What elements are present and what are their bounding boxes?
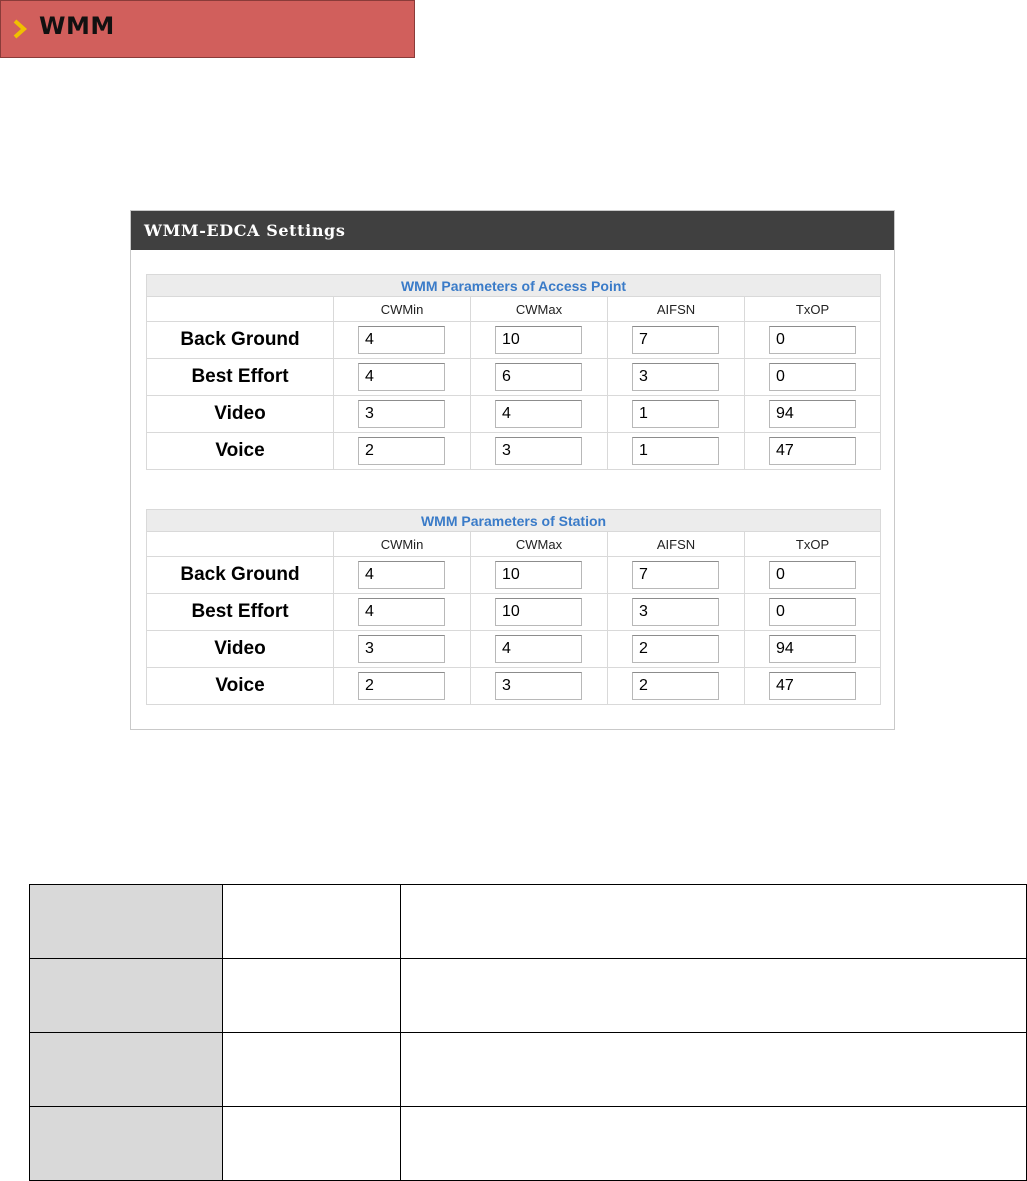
panel-header <box>131 211 894 250</box>
aifsn-input[interactable] <box>632 326 719 354</box>
table-cell <box>223 1107 401 1181</box>
table-row <box>147 631 881 668</box>
table-row <box>147 359 881 396</box>
access-point-parameters-table <box>146 274 881 470</box>
cwmax-input[interactable] <box>495 437 582 465</box>
row-label: Video <box>147 396 334 433</box>
column-header-txop: TxOP <box>745 532 881 557</box>
table-caption: WMM Parameters of Access Point <box>147 275 881 297</box>
cwmax-input[interactable] <box>495 598 582 626</box>
cwmax-input[interactable] <box>495 400 582 428</box>
table-row <box>30 959 1027 1033</box>
row-label: Voice <box>147 668 334 705</box>
table-row <box>30 885 1027 959</box>
cwmin-input[interactable] <box>358 400 445 428</box>
table-cell <box>401 1107 1027 1181</box>
txop-input[interactable] <box>769 561 856 589</box>
cwmax-input[interactable] <box>495 363 582 391</box>
aifsn-input[interactable] <box>632 363 719 391</box>
table-cell <box>30 959 223 1033</box>
table-row <box>147 396 881 433</box>
table-cell <box>223 959 401 1033</box>
table-cell <box>401 1033 1027 1107</box>
txop-input[interactable] <box>769 400 856 428</box>
column-header-txop: TxOP <box>745 297 881 322</box>
aifsn-input[interactable] <box>632 561 719 589</box>
aifsn-input[interactable] <box>632 672 719 700</box>
cwmin-input[interactable] <box>358 598 445 626</box>
section-heading-banner <box>0 0 415 58</box>
chevron-right-icon <box>11 18 29 40</box>
txop-input[interactable] <box>769 326 856 354</box>
table-row <box>147 433 881 470</box>
table-caption: WMM Parameters of Station <box>147 510 881 532</box>
aifsn-input[interactable] <box>632 400 719 428</box>
column-header-cwmax: CWMax <box>471 532 608 557</box>
column-header-cwmax: CWMax <box>471 297 608 322</box>
aifsn-input[interactable] <box>632 635 719 663</box>
table-row <box>147 557 881 594</box>
txop-input[interactable] <box>769 598 856 626</box>
table-cell <box>30 1107 223 1181</box>
table-cell <box>401 959 1027 1033</box>
cwmin-input[interactable] <box>358 363 445 391</box>
table-cell <box>223 1033 401 1107</box>
row-label: Best Effort <box>147 359 334 396</box>
cwmin-input[interactable] <box>358 635 445 663</box>
aifsn-input[interactable] <box>632 437 719 465</box>
column-header-aifsn: AIFSN <box>608 297 745 322</box>
description-table <box>29 884 1027 1181</box>
station-parameters-table <box>146 509 881 705</box>
table-cell <box>30 885 223 959</box>
row-label: Video <box>147 631 334 668</box>
table-row <box>147 668 881 705</box>
cwmin-input[interactable] <box>358 326 445 354</box>
row-label: Voice <box>147 433 334 470</box>
txop-input[interactable] <box>769 635 856 663</box>
aifsn-input[interactable] <box>632 598 719 626</box>
cwmin-input[interactable] <box>358 672 445 700</box>
table-cell <box>223 885 401 959</box>
row-label: Back Ground <box>147 322 334 359</box>
txop-input[interactable] <box>769 437 856 465</box>
table-cell <box>401 885 1027 959</box>
txop-input[interactable] <box>769 363 856 391</box>
cwmin-input[interactable] <box>358 437 445 465</box>
column-header-aifsn: AIFSN <box>608 532 745 557</box>
corner-cell <box>147 532 334 557</box>
cwmax-input[interactable] <box>495 672 582 700</box>
table-row <box>147 322 881 359</box>
column-header-cwmin: CWMin <box>334 297 471 322</box>
section-title: WMM <box>39 12 115 40</box>
cwmin-input[interactable] <box>358 561 445 589</box>
table-row <box>30 1033 1027 1107</box>
row-label: Back Ground <box>147 557 334 594</box>
cwmax-input[interactable] <box>495 561 582 589</box>
table-row <box>147 594 881 631</box>
corner-cell <box>147 297 334 322</box>
txop-input[interactable] <box>769 672 856 700</box>
cwmax-input[interactable] <box>495 326 582 354</box>
cwmax-input[interactable] <box>495 635 582 663</box>
table-row <box>30 1107 1027 1181</box>
panel-title: WMM-EDCA Settings <box>144 221 346 240</box>
row-label: Best Effort <box>147 594 334 631</box>
table-cell <box>30 1033 223 1107</box>
wmm-edca-settings-panel <box>130 210 895 730</box>
column-header-cwmin: CWMin <box>334 532 471 557</box>
